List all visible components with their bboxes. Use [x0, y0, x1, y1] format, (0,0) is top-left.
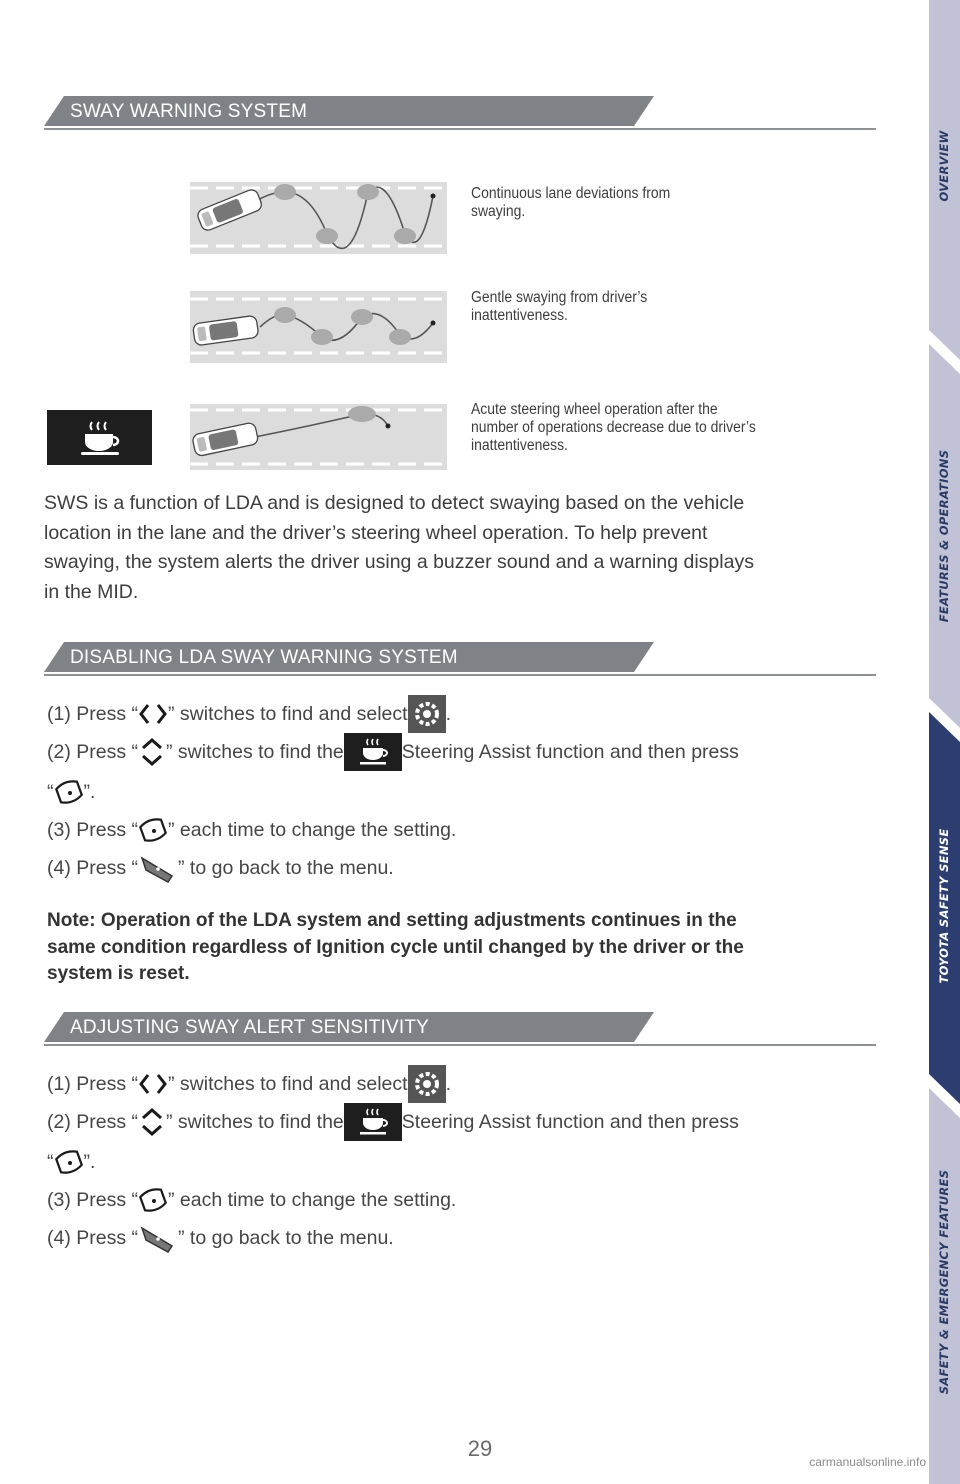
step-3: (3) Press “ ” each time to change the setting.: [47, 1184, 456, 1216]
section-header-sway: [44, 96, 876, 132]
section-header-disable: [44, 642, 876, 678]
section-title: SWAY WARNING SYSTEM: [70, 101, 308, 122]
tab-safety-emergency[interactable]: SAFETY & EMERGENCY FEATURES: [937, 1169, 951, 1395]
up-down-arrows-icon: [138, 1107, 166, 1137]
diagram-continuous-swaying: [190, 182, 447, 254]
section-title: ADJUSTING SWAY ALERT SENSITIVITY: [70, 1017, 430, 1038]
diagram-caption: Gentle swaying from driver’s inattentiveness.: [471, 289, 648, 324]
settings-gear-icon: [408, 1065, 446, 1103]
tab-features-operations[interactable]: FEATURES & OPERATIONS: [937, 449, 951, 623]
diagram-caption: Acute steering wheel operation after the number of operations decrease due to driver’s inattentiveness.: [471, 401, 756, 454]
tab-toyota-safety-sense[interactable]: TOYOTA SAFETY SENSE: [937, 828, 951, 984]
section-title: DISABLING LDA SWAY WARNING SYSTEM: [70, 647, 458, 668]
header-rule: [44, 674, 876, 676]
enter-button-icon: [54, 777, 84, 807]
step-4: (4) Press “ ” to go back to the menu.: [47, 1222, 394, 1254]
header-rule: [44, 1044, 876, 1046]
diagram-gentle-swaying: [190, 291, 447, 363]
step-2-cont: “ ”.: [47, 1146, 95, 1178]
step-2: (2) Press “ ” switches to find the Steering Assist function and then press: [47, 1106, 739, 1138]
step-2: (2) Press “ ” switches to find the Steering Assist function and then press: [47, 736, 739, 768]
tab-overview[interactable]: OVERVIEW: [937, 130, 951, 202]
watermark-text: carmanualsonline.info: [809, 1455, 926, 1469]
enter-button-icon: [54, 1147, 84, 1177]
up-down-arrows-icon: [138, 737, 166, 767]
coffee-cup-icon: [344, 1103, 402, 1141]
step-2-cont: “ ”.: [47, 776, 95, 808]
diagram-caption: Continuous lane deviations from swaying.: [471, 185, 671, 220]
settings-gear-icon: [408, 695, 446, 733]
step-1: (1) Press “ ” switches to find and select .: [47, 698, 451, 730]
coffee-cup-icon: [47, 410, 152, 465]
step-1: (1) Press “ ” switches to find and select .: [47, 1068, 451, 1100]
step-4: (4) Press “ ” to go back to the menu.: [47, 852, 394, 884]
coffee-cup-icon: [344, 733, 402, 771]
back-button-icon: [138, 852, 178, 884]
step-3: (3) Press “ ” each time to change the setting.: [47, 814, 456, 846]
section-tabs: [929, 0, 960, 1484]
diagram-acute-steering: [190, 404, 447, 470]
back-button-icon: [138, 1222, 178, 1254]
left-right-arrows-icon: [138, 701, 168, 727]
left-right-arrows-icon: [138, 1071, 168, 1097]
enter-button-icon: [138, 815, 168, 845]
note-text: Note: Operation of the LDA system and setting adjustments continues in the same condition regardless of Ignition cycle until changed by the driver or the system is reset.: [47, 910, 744, 984]
section-header-adjust: [44, 1012, 876, 1048]
sws-description: SWS is a function of LDA and is designed to detect swaying based on the vehicle location in the lane and the driver’s steering wheel operation. To help prevent swaying, the system alerts the driver using a buzzer sound and a warning displays in the MID.: [44, 492, 754, 603]
header-rule: [44, 128, 876, 130]
enter-button-icon: [138, 1185, 168, 1215]
page-number: 29: [467, 1436, 493, 1461]
